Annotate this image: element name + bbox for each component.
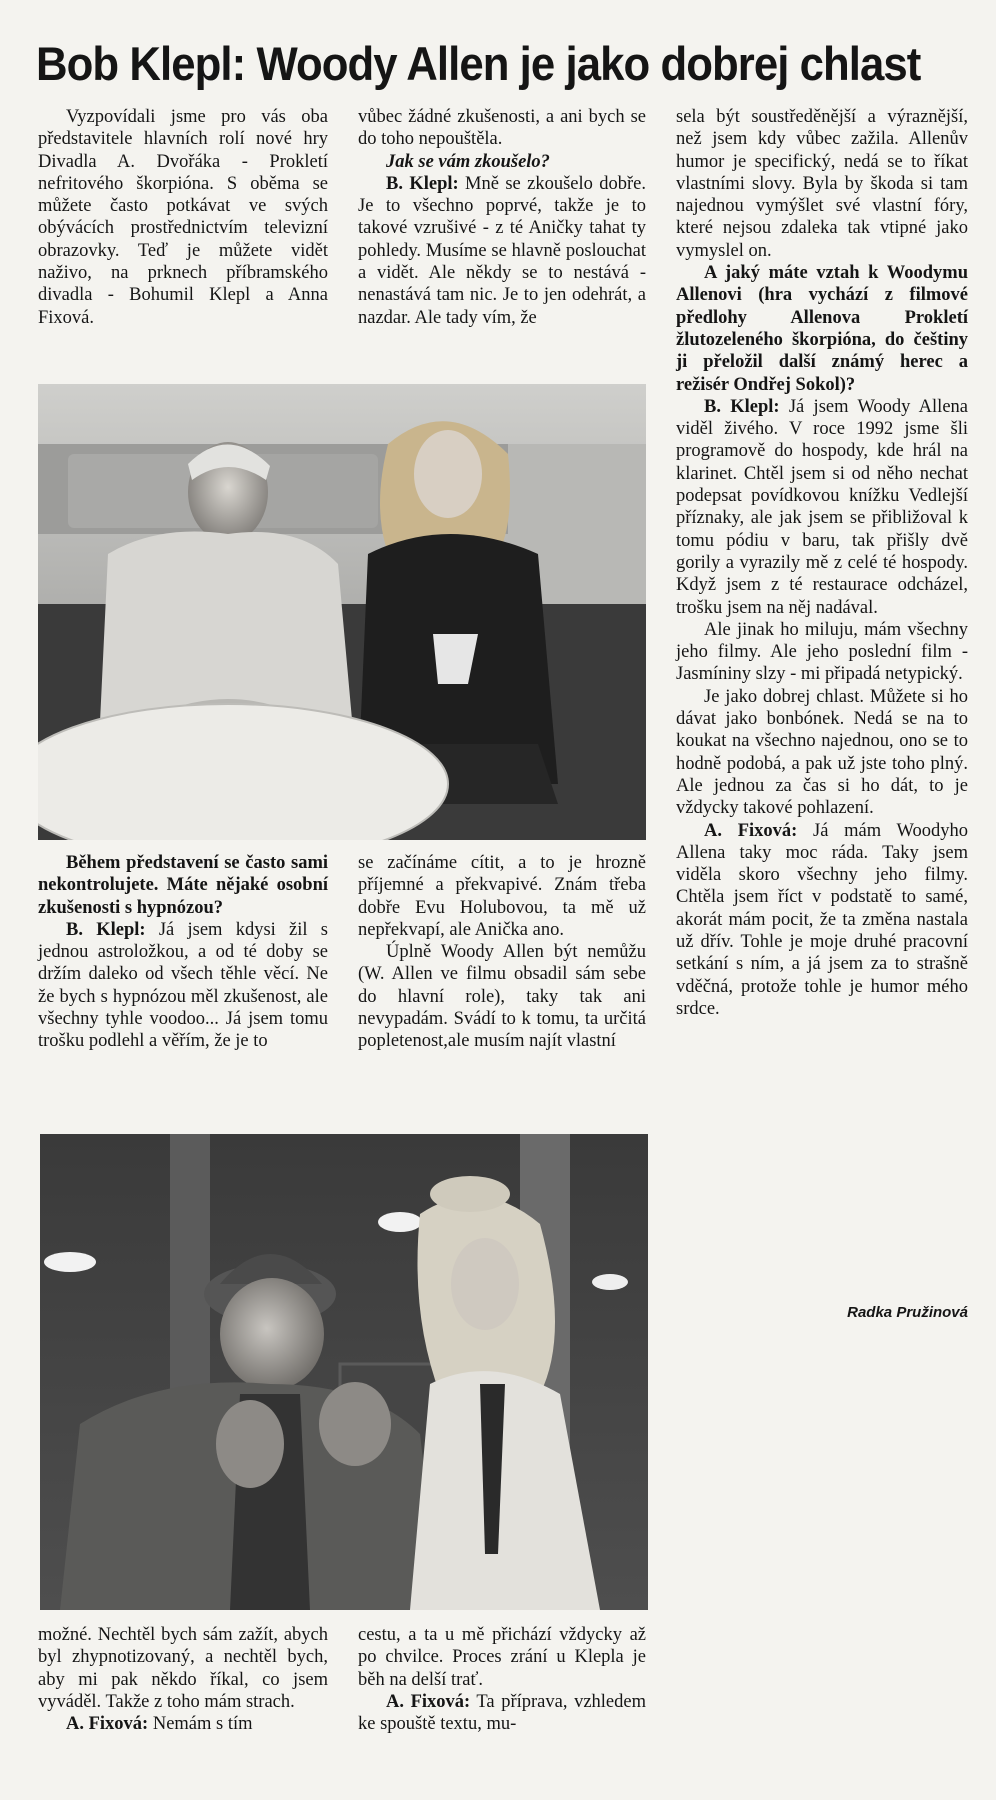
paragraph: Úplně Woody Allen být nemůžu (W. Allen ve filmu obsadil sám sebe do hlavní role), taky tak ani nevypadám. Svádí to k tomu, ta určitá popletenost,ale musím najít vlastní <box>358 942 646 1052</box>
paragraph: vůbec žádné zkušenosti, a ani bych se do toho nepouštěla. <box>358 107 646 150</box>
answer-paragraph <box>38 1713 328 1735</box>
paragraph: se začínáme cítit, a to je hrozně příjemné a překvapivé. Znám třeba dobře Evu Holubovou, ta mě už nepřekvapí, ale Anička ano. <box>358 853 646 940</box>
answer-paragraph <box>676 396 968 619</box>
answer-paragraph <box>38 919 328 1053</box>
speaker-label: B. Klepl: <box>704 396 780 417</box>
speaker-label: A. Fixová: <box>386 1691 471 1712</box>
answer-paragraph <box>676 820 968 1021</box>
paragraph: možné. Nechtěl bych sám zažít, abych byl zhypnotizovaný, a nechtěl bych, aby mi pak někdo říkal, co jsem vyváděl. Takže z toho mám strach. <box>38 1625 328 1712</box>
question: Jak se vám zkoušelo? <box>386 151 550 172</box>
answer-text: Já mám Woodyho Allena taky moc ráda. Taky jsem viděla skoro všechny jeho filmy. Chtěla jsem říct v podstatě to samé, akorát mám pocit, že ta změna nastala už dřív. Tohle je moje druhé pracovní setkání s ním, a já jsem za to strašně vděčná, protože tohle je humor mého srdce. <box>676 820 969 1019</box>
answer-text: Já jsem kdysi žil s jednou astroložkou, a od té doby se držím daleko od všech těhle věcí. Ne že bych s hypnózou měl zkušenost, ale všechny tyhle voodoo... Já jsem tomu trošku podlehl a věřím, že je to <box>38 919 329 1052</box>
question: A jaký máte vztah k Woodymu Allenovi (hra vychází z filmové předlohy Allenova Prokletí žlutozeleného škorpióna, do češtiny ji přeložil další známý herec a režisér Ondřej Sokol)? <box>676 263 968 395</box>
answer-text: Ta příprava, vzhledem ke spouště textu, mu- <box>358 1691 646 1735</box>
answer-text: Já jsem Woody Allena viděl živého. V roce 1992 jsme šli programově do hospody, kde hrál na klarinet. Chtěl jsem si od něho nechat podepsat povídkovou knížku Vedlejší příznaky, ale jak jsem se přibližoval k tomu pódiu v baru, tak přišly dvě gorily a vyrazily mě z celé té hospody. Když jsem z té restaurace odcházel, trošku jsem na něj nadával. <box>676 396 968 618</box>
answer-paragraph <box>358 173 646 329</box>
intro-paragraph: Vyzpovídali jsme pro vás oba představitele hlavních rolí nové hry Divadla A. Dvořáka - Prokletí nefritového škorpióna. S oběma se můžete často potkávat ve svých obývácích prostřednictvím televizní obrazovky. Teď je můžete vidět naživo, na prknech příbramského divadla - Bohumil Klepl a Anna Fixová. <box>38 107 328 328</box>
paragraph: cestu, a ta u mě přichází vždycky až po chvilce. Proces zrání u Klepla je běh na delší trať. <box>358 1625 646 1690</box>
column-1-bottom <box>38 1624 328 1735</box>
column-1-top <box>38 106 328 329</box>
paragraph: Ale jinak ho miluju, mám všechny jeho filmy. Ale jeho poslední film - Jasmíniny slzy - mi připadá netypický. <box>676 619 968 685</box>
column-1-middle <box>38 852 328 1053</box>
speaker-label: B. Klepl: <box>66 919 146 940</box>
column-2-top <box>358 106 646 329</box>
column-2-middle <box>358 852 646 1053</box>
article-headline: Bob Klepl: Woody Allen je jako dobrej chlast <box>36 37 921 90</box>
photo-interview <box>38 384 646 840</box>
column-2-bottom <box>358 1624 646 1735</box>
speaker-label: B. Klepl: <box>386 173 459 194</box>
speaker-label: A. Fixová: <box>66 1714 149 1735</box>
column-3 <box>676 106 968 1020</box>
answer-paragraph <box>358 1691 646 1736</box>
answer-text: Nemám s tím <box>152 1714 253 1735</box>
photo-stage <box>40 1134 648 1610</box>
speaker-label: A. Fixová: <box>704 820 798 841</box>
answer-text: Mně se zkoušelo dobře. Je to všechno poprvé, takže je to takové vzrušivé - z té Aničky tahat ty pohledy. Musíme se hlavně poslouchat a vidět. Ale někdy se to nestává - nenastává tam nic. Je to jen odehrát, a nazdar. Ale tady vím, že <box>358 173 646 328</box>
question: Během představení se často sami nekontrolujete. Máte nějaké osobní zkušenosti s hypnózou? <box>38 853 328 918</box>
author-byline: Radka Pružinová <box>847 1304 968 1321</box>
paragraph: Je jako dobrej chlast. Můžete si ho dávat jako bonbónek. Nedá se na to koukat na všechno najednou, ono se to hodně podobá, a pak už jste toho plný. Ale jednou za čas si ho dát, to je vždycky takové pohlazení. <box>676 686 968 819</box>
paragraph: sela být soustředěnější a výraznější, než jsem kdy vůbec zažila. Allenův humor je specifický, nedá se to říkat vlastními slovy. Byla by škoda si tam najednou vymýšlet své vlastní fóry, které nejsou zdaleka tak vtipné jako vymyslel on. <box>676 107 968 261</box>
